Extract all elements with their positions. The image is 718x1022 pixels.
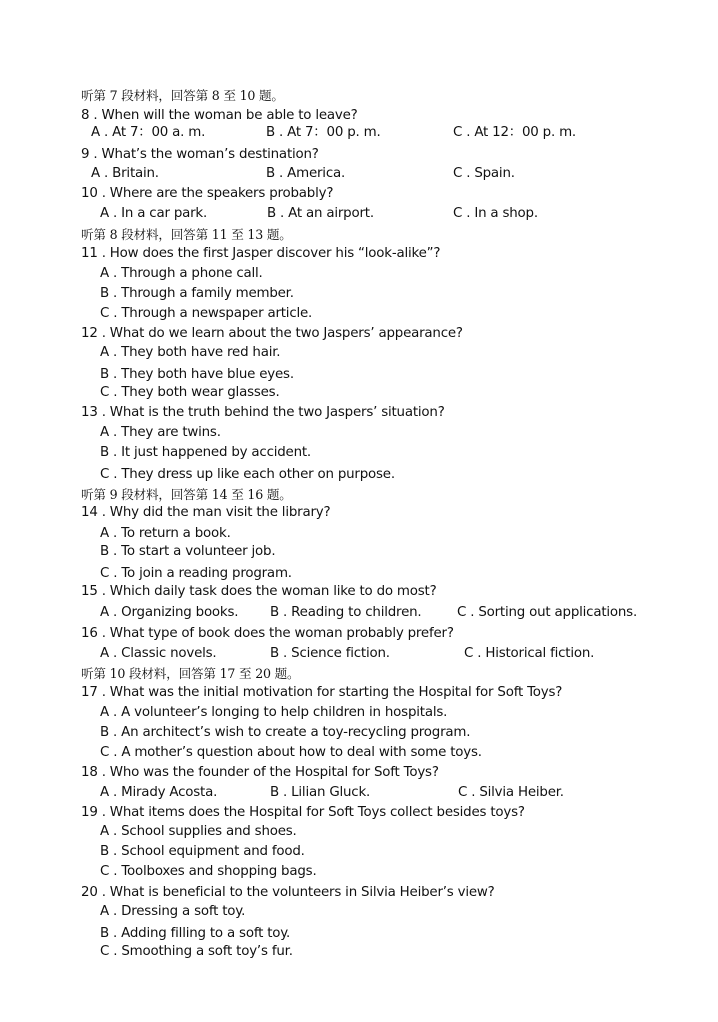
question-18-option-c: C . Silvia Heiber.	[458, 785, 564, 800]
question-9-option-a: A . Britain.	[91, 166, 159, 181]
question-13-option-b: B . It just happened by accident.	[100, 445, 311, 460]
question-12-option-a: A . They both have red hair.	[100, 345, 281, 360]
question-19-option-b: B . School equipment and food.	[100, 844, 305, 859]
question-16-stem: 16 . What type of book does the woman probably prefer?	[81, 626, 454, 641]
question-13-option-a: A . They are twins.	[100, 425, 221, 440]
question-10-stem: 10 . Where are the speakers probably?	[81, 186, 334, 201]
question-12-option-c: C . They both wear glasses.	[100, 385, 280, 400]
question-9-stem: 9 . What’s the woman’s destination?	[81, 147, 319, 162]
question-15-option-a: A . Organizing books.	[100, 605, 239, 620]
question-15-option-c: C . Sorting out applications.	[457, 605, 638, 620]
question-10-option-c: C . In a shop.	[453, 206, 538, 221]
question-20-stem: 20 . What is beneficial to the volunteers in Silvia Heiber’s view?	[81, 885, 495, 900]
question-10-option-b: B . At an airport.	[267, 206, 374, 221]
question-11-option-a: A . Through a phone call.	[100, 266, 263, 281]
question-16-option-b: B . Science fiction.	[270, 646, 390, 661]
question-14-stem: 14 . Why did the man visit the library?	[81, 505, 331, 520]
question-8-option-b: B . At 7：00 p. m.	[266, 125, 381, 140]
section-header: 听第 7 段材料，回答第 8 至 10 题。	[81, 88, 284, 103]
question-17-option-b: B . An architect’s wish to create a toy-recycling program.	[100, 725, 471, 740]
question-17-stem: 17 . What was the initial motivation for starting the Hospital for Soft Toys?	[81, 685, 563, 700]
question-12-stem: 12 . What do we learn about the two Jaspers’ appearance?	[81, 326, 463, 341]
question-16-option-c: C . Historical fiction.	[464, 646, 595, 661]
question-18-option-b: B . Lilian Gluck.	[270, 785, 371, 800]
question-11-option-b: B . Through a family member.	[100, 286, 294, 301]
question-16-option-a: A . Classic novels.	[100, 646, 217, 661]
question-13-option-c: C . They dress up like each other on purpose.	[100, 467, 395, 482]
question-14-option-a: A . To return a book.	[100, 526, 231, 541]
section-header: 听第 9 段材料，回答第 14 至 16 题。	[81, 487, 292, 502]
question-19-option-a: A . School supplies and shoes.	[100, 824, 297, 839]
question-19-option-c: C . Toolboxes and shopping bags.	[100, 864, 317, 879]
section-header: 听第 10 段材料，回答第 17 至 20 题。	[81, 666, 300, 681]
question-11-option-c: C . Through a newspaper article.	[100, 306, 313, 321]
question-8-option-a: A . At 7：00 a. m.	[91, 125, 206, 140]
question-15-stem: 15 . Which daily task does the woman like to do most?	[81, 584, 437, 599]
question-14-option-c: C . To join a reading program.	[100, 566, 292, 581]
question-18-option-a: A . Mirady Acosta.	[100, 785, 218, 800]
question-11-stem: 11 . How does the first Jasper discover his “look-alike”?	[81, 246, 441, 261]
question-10-option-a: A . In a car park.	[100, 206, 208, 221]
question-12-option-b: B . They both have blue eyes.	[100, 367, 294, 382]
question-17-option-c: C . A mother’s question about how to deal with some toys.	[100, 745, 482, 760]
question-9-option-b: B . America.	[266, 166, 346, 181]
question-18-stem: 18 . Who was the founder of the Hospital for Soft Toys?	[81, 765, 439, 780]
question-17-option-a: A . A volunteer’s longing to help children in hospitals.	[100, 705, 448, 720]
question-19-stem: 19 . What items does the Hospital for Soft Toys collect besides toys?	[81, 805, 525, 820]
question-20-option-c: C . Smoothing a soft toy’s fur.	[100, 944, 293, 959]
question-20-option-a: A . Dressing a soft toy.	[100, 904, 246, 919]
question-13-stem: 13 . What is the truth behind the two Jaspers’ situation?	[81, 405, 445, 420]
question-20-option-b: B . Adding filling to a soft toy.	[100, 926, 291, 941]
question-8-option-c: C . At 12：00 p. m.	[453, 125, 576, 140]
question-15-option-b: B . Reading to children.	[270, 605, 422, 620]
question-14-option-b: B . To start a volunteer job.	[100, 544, 276, 559]
section-header: 听第 8 段材料，回答第 11 至 13 题。	[81, 227, 292, 242]
question-9-option-c: C . Spain.	[453, 166, 515, 181]
question-8-stem: 8 . When will the woman be able to leave?	[81, 108, 358, 123]
